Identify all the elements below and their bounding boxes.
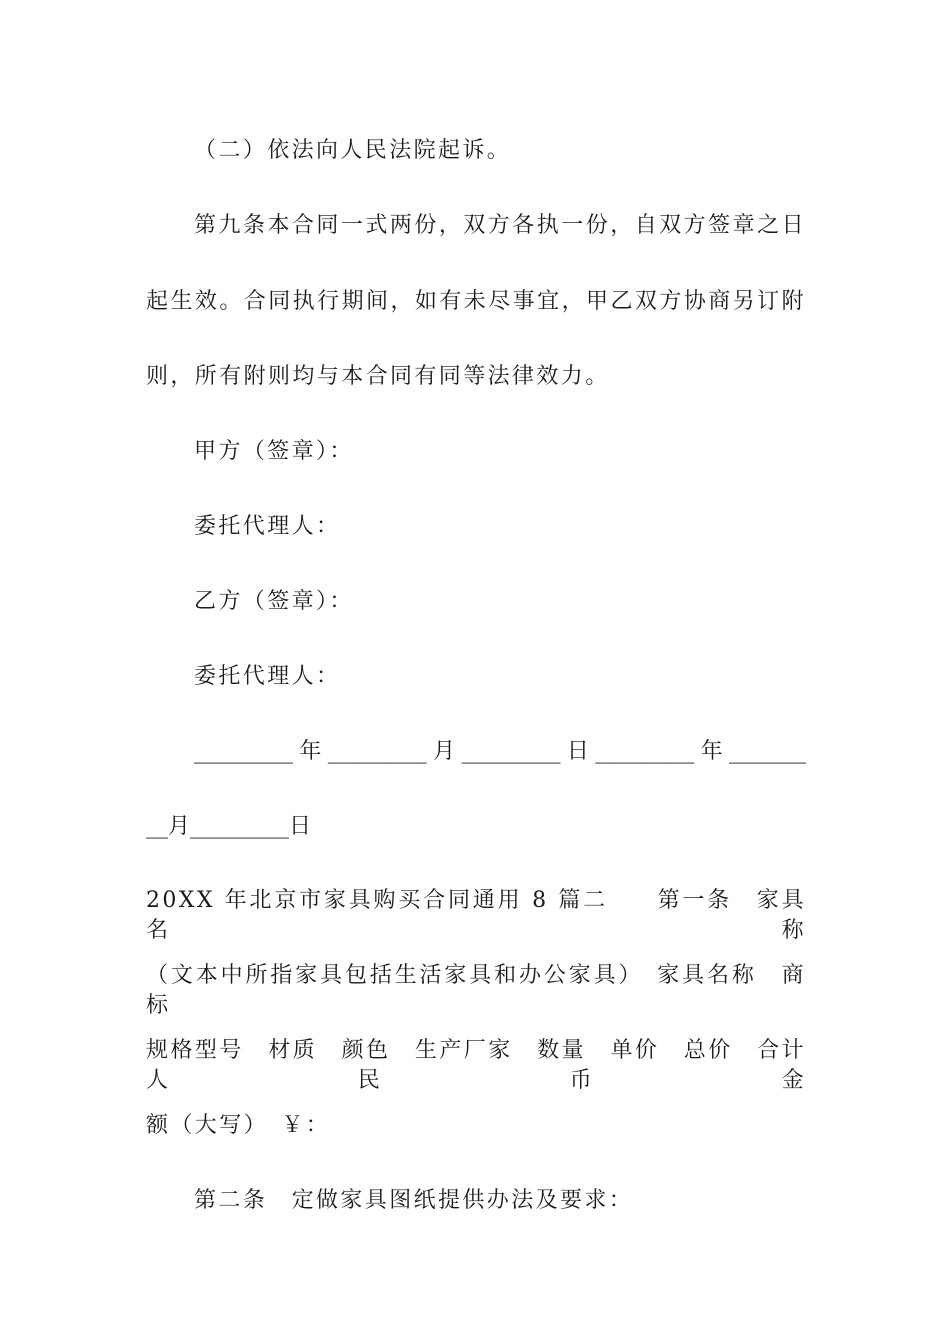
clause-1-line-3: 规格型号 材质 颜色 生产厂家 数量 单价 总价 合计人民币金 (146, 1038, 806, 1093)
clause-1-line-4: 额（大写） ￥： (146, 1113, 331, 1138)
date-line-2: __月_________日 (146, 814, 312, 839)
clause-9-line-3: 则，所有附则均与本合同有同等法律效力。 (146, 364, 610, 389)
clause-9-line-2: 起生效。合同执行期间，如有未尽事宜，甲乙双方协商另订附 (146, 289, 806, 314)
party-b-agent: 委托代理人： (194, 664, 341, 689)
clause-8-item-2: （二）依法向人民法院起诉。 (194, 138, 512, 163)
party-b-signature: 乙方（签章）： (194, 589, 354, 614)
clause-1-line-2: （文本中所指家具包括生活家具和办公家具） 家具名称 商标 (146, 963, 806, 1018)
party-a-agent: 委托代理人： (194, 514, 341, 539)
date-line-1: _________年_________月_________日_________年_______ (194, 739, 806, 764)
party-a-signature: 甲方（签章）： (194, 439, 354, 464)
clause-9-line-1: 第九条本合同一式两份，双方各执一份，自双方签章之日 (194, 213, 806, 238)
contract-title-line: 20XX 年北京市家具购买合同通用 8 篇二 第一条 家具名称 (146, 888, 806, 943)
clause-2-heading: 第二条 定做家具图纸提供办法及要求： (194, 1188, 634, 1213)
